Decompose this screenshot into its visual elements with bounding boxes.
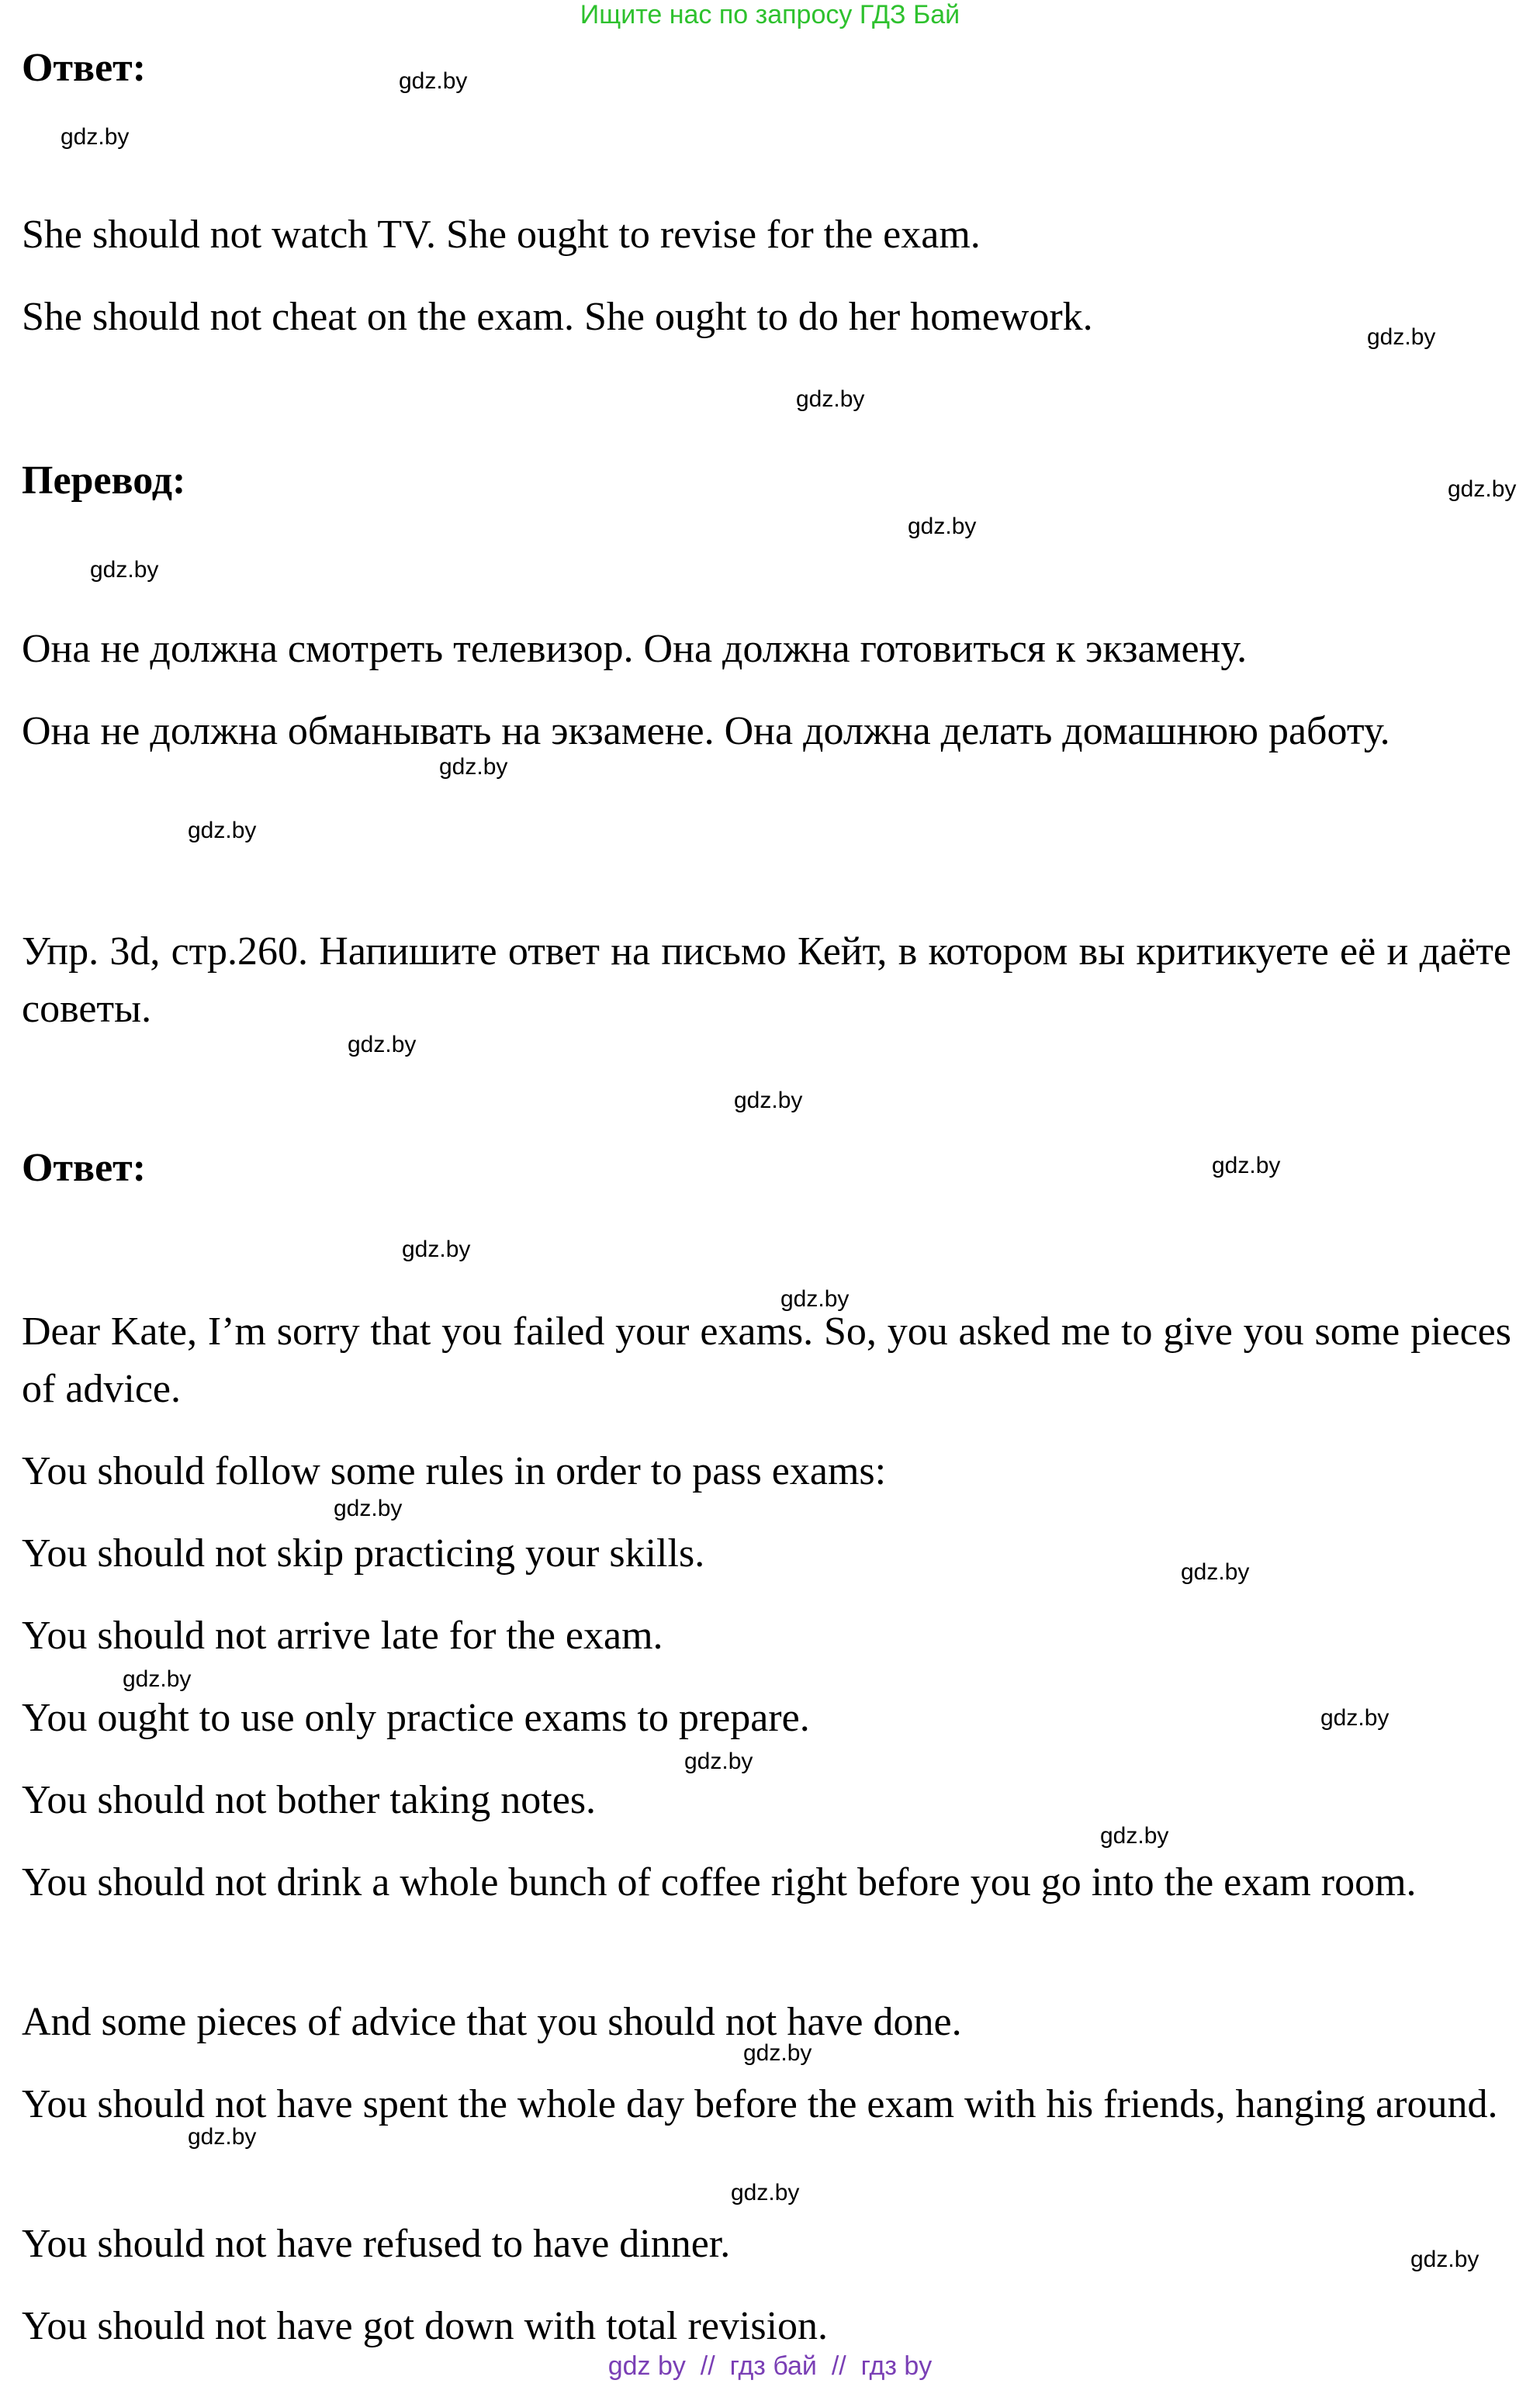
watermark: gdz.by [1100, 1823, 1169, 1849]
watermark: gdz.by [439, 754, 508, 780]
exercise-task: Упр. 3d, стр.260. Напишите ответ на письмо Кейт, в котором вы критикуете её и даёте советы. [22, 929, 1511, 1031]
letter-line-10: You should not have refused to have dinner. [22, 2222, 731, 2266]
watermark: gdz.by [1410, 2247, 1479, 2272]
letter-line-6: You should not bother taking notes. [22, 1778, 597, 1822]
letter-line-4: You should not arrive late for the exam. [22, 1614, 663, 1658]
letter-line-9: You should not have spent the whole day before the exam with his friends, hanging around. [22, 2082, 1498, 2126]
letter-line-8: And some pieces of advice that you should not have done. [22, 2000, 962, 2044]
watermark: gdz.by [1212, 1153, 1281, 1178]
translation-line-1: Она не должна смотреть телевизор. Она должна готовиться к экзамену. [22, 627, 1248, 671]
search-hint: Ищите нас по запросу ГДЗ Бай [580, 0, 960, 29]
watermark: gdz.by [731, 2180, 800, 2205]
watermark: gdz.by [743, 2040, 812, 2066]
answer-line-1: She should not watch TV. She ought to revise for the exam. [22, 213, 981, 257]
watermark: gdz.by [399, 68, 468, 94]
footer-links: gdz by // гдз бай // гдз by [607, 2351, 933, 2381]
answer-line-2: She should not cheat on the exam. She ought to do her homework. [22, 295, 1093, 339]
watermark: gdz.by [123, 1666, 192, 1692]
letter-line-5: You ought to use only practice exams to prepare. [22, 1696, 810, 1740]
watermark: gdz.by [402, 1237, 471, 1262]
watermark: gdz.by [908, 514, 977, 539]
watermark: gdz.by [684, 1749, 753, 1774]
letter-line-1: Dear Kate, I’m sorry that you failed your exams. So, you asked me to give you some pieces of advice. [22, 1309, 1511, 1411]
watermark: gdz.by [1448, 476, 1517, 502]
letter-line-2: You should follow some rules in order to pass exams: [22, 1449, 887, 1493]
watermark: gdz.by [188, 818, 257, 843]
watermark: gdz.by [780, 1286, 850, 1312]
watermark: gdz.by [1181, 1559, 1250, 1585]
watermark: gdz.by [90, 557, 159, 583]
letter-line-7: You should not drink a whole bunch of coffee right before you go into the exam room. [22, 1860, 1417, 1904]
watermark: gdz.by [61, 124, 130, 150]
watermark: gdz.by [1320, 1705, 1389, 1731]
answer-heading-2: Ответ: [22, 1146, 147, 1190]
watermark: gdz.by [796, 386, 865, 412]
translation-heading: Перевод: [22, 458, 186, 503]
watermark: gdz.by [348, 1032, 417, 1057]
watermark: gdz.by [188, 2124, 257, 2150]
watermark: gdz.by [334, 1496, 403, 1521]
letter-line-11: You should not have got down with total revision. [22, 2304, 829, 2348]
answer-heading: Ответ: [22, 46, 147, 90]
translation-line-2: Она не должна обманывать на экзамене. Она должна делать домашнюю работу. [22, 709, 1390, 753]
watermark: gdz.by [734, 1088, 803, 1113]
letter-line-3: You should not skip practicing your skills. [22, 1531, 705, 1576]
watermark: gdz.by [1367, 324, 1436, 350]
